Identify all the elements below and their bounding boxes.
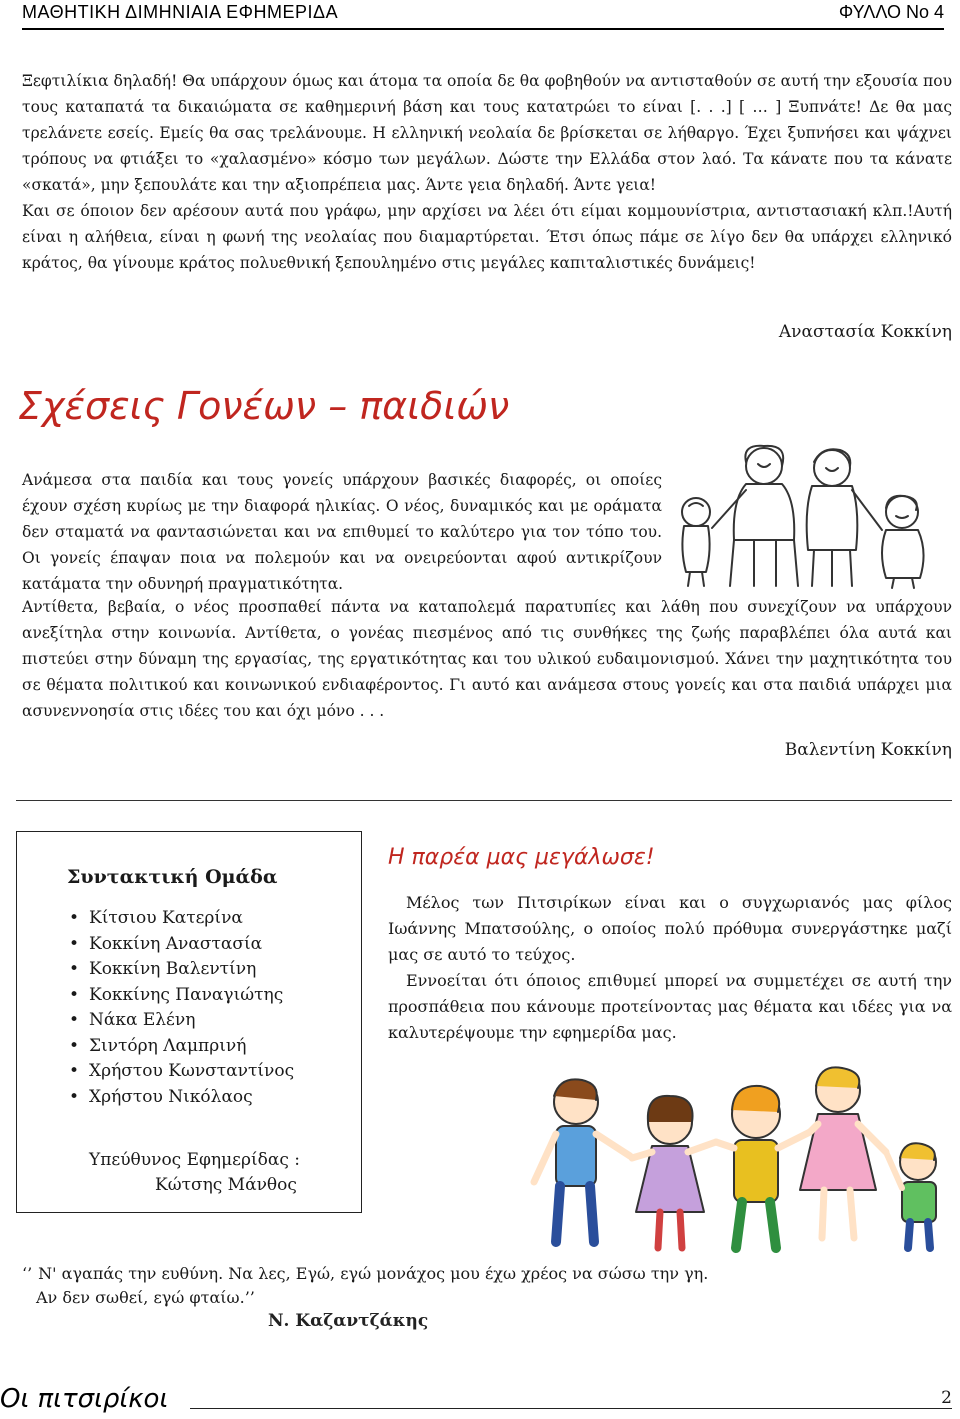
responsible-label: Υπεύθυνος Εφημερίδας : [89, 1150, 300, 1170]
child-shirt [734, 1140, 778, 1202]
quote-text: Αν δεν σωθεί, εγώ φταίω. [36, 1288, 245, 1307]
quote-author: Ν. Καζαντζάκης [268, 1311, 429, 1331]
footer-title: Οι πιτσιρίκοι [0, 1384, 169, 1414]
list-item: • Κίτσιου Κατερίνα [69, 906, 349, 932]
family-drawing [672, 440, 960, 590]
article-paragraph: Αντίθετα, βεβαία, ο νέος προσπαθεί πάντα να καταπολεμά παρατυπίες και λάθη που συνεχίζουν να υπάρχουν ανεξίτηλα στην κοινωνία. Αντίθετα, ο γονέας πιεσμένος από τις συνθήκες της ζωής παραβλέπει όλα αυτά και πιστεύει στην δύναμη της εργασίας, της εργατικότητας και του υλικού ευδαιμονισμού. Χάνει την μαχητικότητα του σε θέματα πολιτικού και κοινωνικού ενδιαφέροντος. Γι αυτό και ανάμεσα στους γονείς και στα παιδιά υπάρχει μια ασυνεννοησία στις ιδέες του και όχι μόνο . . . [22, 598, 952, 720]
news-text [388, 890, 952, 1046]
editorial-team-list [69, 906, 349, 1110]
page-header [22, 0, 944, 30]
quote-line [22, 1262, 902, 1286]
article-author: Βαλεντίνη Κοκκίνη [784, 740, 952, 760]
article-title: Σχέσεις Γονέων – παιδιών [18, 384, 510, 428]
article-paragraph: Και σε όποιον δεν αρέσουν αυτά που γράφω, μην αρχίσει να λέει ότι είμαι κομμουνίστρια, αντιστασιακή κλπ.!Αυτή είναι η αλήθεια, είναι η φωνή της νεολαίας που διαμαρτύρεται. Έτσι όπως πάμε σε λίγο δεν θα υπάρχει ελληνικό κράτος, θα γίνουμε κράτος πολυεθνική ξεπουλημένο στις μεγάλες καπιταλιστικές δυνάμεις! [22, 202, 952, 272]
list-item: • Κοκκίνη Βαλεντίνη [69, 957, 349, 983]
list-item: • Χρήστου Κωνσταντίνος [69, 1059, 349, 1085]
news-paragraph: Εννοείται ότι όποιος επιθυμεί μπορεί να συμμετέχει σε αυτή την προσπάθεια που κάνουμε προτείνοντας μας θέματα και ιδέες για να καλυτερέψουμε την εφημερίδα μας. [388, 971, 952, 1042]
newspaper-name: ΜΑΘΗΤΙΚΗ ΔΙΜΗΝΙΑΙΑ ΕΦΗΜΕΡΙΔΑ [22, 2, 339, 22]
quote-text: Ν' αγαπάς την ευθύνη. Να λες, Εγώ, εγώ μονάχος μου έχω χρέος να σώσω την γη. [38, 1264, 709, 1283]
father-body [807, 486, 858, 550]
child-dress [800, 1114, 876, 1190]
article-intro [22, 467, 662, 597]
article-body [22, 594, 952, 724]
article-author: Αναστασία Κοκκίνη [778, 322, 952, 342]
editorial-team-box [16, 831, 362, 1213]
quote-line [22, 1286, 902, 1310]
list-item: • Χρήστου Νικόλαος [69, 1085, 349, 1111]
quote-block [22, 1262, 902, 1310]
news-paragraph: Μέλος των Πιτσιρίκων είναι και ο συγχωριανός μας φίλος Ιωάννης Μπατσούλης, ο οποίος πολύ πρόθυμα συνεργάστηκε μαζί μας σε αυτό το τεύχος. [388, 893, 952, 964]
article-paragraph: Ανάμεσα στα παιδία και τους γονείς υπάρχουν βασικές διαφορές, οι οποίες έχουν σχέση κυρίως με την διαφορά ηλικίας. Ο νέος, δυναμικός και με οράματα δεν σταματά να φαντασιώνεται και να επιθυμεί το καλύτερο για τον τόπο του. Οι γονείς έπαψαν ποια να πολεμούν και να ονειρεύονται αφού αντικρίζουν κατάματα την οδυνηρή πραγματικότητα. [22, 471, 662, 593]
list-item: • Νάκα Ελένη [69, 1008, 349, 1034]
child-body [882, 530, 924, 578]
child-shirt [556, 1126, 596, 1186]
children-drawing [520, 1062, 960, 1254]
child-head [886, 496, 918, 528]
article-paragraph: Ξεφτιλίκια δηλαδή! Θα υπάρχουν όμως και άτομα τα οποία δε θα φοβηθούν να αντισταθούν σε αυτή την εξουσία που τους καταπατά τα δικαιώματα σε καθημερινή βάση και τους κατατρώει το είναι [. . .] [ … ] Ξυπνάτε! Δε θα μας τρελάνετε εσείς. Εμείς θα σας τρελάνουμε. Η ελληνική νεολαία δε βρίσκεται σε λήθαργο. Έχει ξυπνήσει και ψάχνει τρόπους να φτιάξει το «χαλασμένο» κόσμο των μεγάλων. Δώστε την Ελλάδα στον λαό. Τα κάνατε που τα κάνατε «σκατά», μην ξεπουλάτε και την αξιοπρέπεια μας. Άντε γεια δηλαδή. Άντε γεια! [22, 72, 952, 194]
page-number: 2 [941, 1388, 952, 1408]
child-shirt [902, 1182, 936, 1222]
quote-open-mark: ‘’ [22, 1264, 33, 1283]
issue-number: ΦΥΛΛΟ Νο 4 [838, 2, 944, 22]
child-body [682, 526, 709, 572]
list-item: • Σιντόρη Λαμπρινή [69, 1034, 349, 1060]
article-continuation [22, 68, 952, 276]
list-item: • Κοκκίνης Παναγιώτης [69, 983, 349, 1009]
editorial-team-title: Συντακτική Ομάδα [67, 866, 278, 888]
quote-close-mark: ’’ [244, 1288, 255, 1307]
list-item: • Κοκκίνη Αναστασία [69, 932, 349, 958]
footer-rule [190, 1408, 952, 1409]
section-divider [16, 800, 952, 801]
news-title: Η παρέα μας μεγάλωσε! [388, 845, 655, 870]
responsible-name: Κώτσης Μάνθος [155, 1175, 297, 1195]
